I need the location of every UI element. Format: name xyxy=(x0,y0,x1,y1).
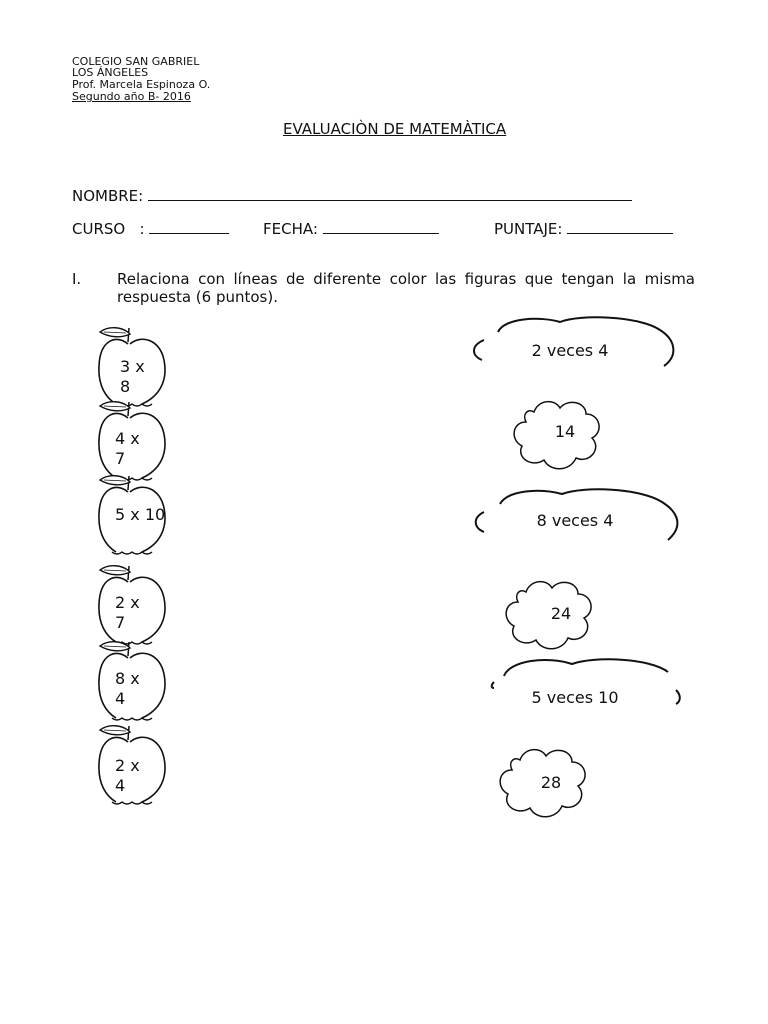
city-name: LOS ÁNGELES xyxy=(72,66,149,79)
curso-label: CURSO : xyxy=(72,220,145,238)
apple-3-text: 5 x 10 xyxy=(115,505,166,524)
cloud-1-text: 2 veces 4 xyxy=(531,341,609,360)
school-name: COLEGIO SAN GABRIEL xyxy=(72,55,200,68)
page-title: EVALUACIÒN DE MATEMÀTICA xyxy=(283,120,507,138)
cloud-3-text: 8 veces 4 xyxy=(536,511,614,530)
apple-1-text: 3 x 8 xyxy=(120,357,145,396)
cloud-2-text: 14 xyxy=(554,422,576,441)
fecha-label: FECHA: xyxy=(263,220,318,238)
question-text: Relaciona con líneas de diferente color las figuras que tengan la misma respuesta (6 puntos). xyxy=(117,270,695,306)
apple-5-text: 8 x 4 xyxy=(115,669,140,708)
apple-6-text: 2 x 4 xyxy=(115,756,140,795)
puntaje-label: PUNTAJE: xyxy=(494,220,563,238)
course-year: Segundo año B- 2016 xyxy=(72,90,191,103)
cloud-6-text: 28 xyxy=(540,773,562,792)
question-number: I. xyxy=(72,270,82,288)
apple-4-text: 2 x 7 xyxy=(115,593,140,632)
cloud-5-text: 5 veces 10 xyxy=(531,688,619,707)
apple-2-text: 4 x 7 xyxy=(115,429,140,468)
nombre-label: NOMBRE: xyxy=(72,187,144,205)
teacher-name: Prof. Marcela Espinoza O. xyxy=(72,78,211,91)
cloud-4-text: 24 xyxy=(550,604,572,623)
